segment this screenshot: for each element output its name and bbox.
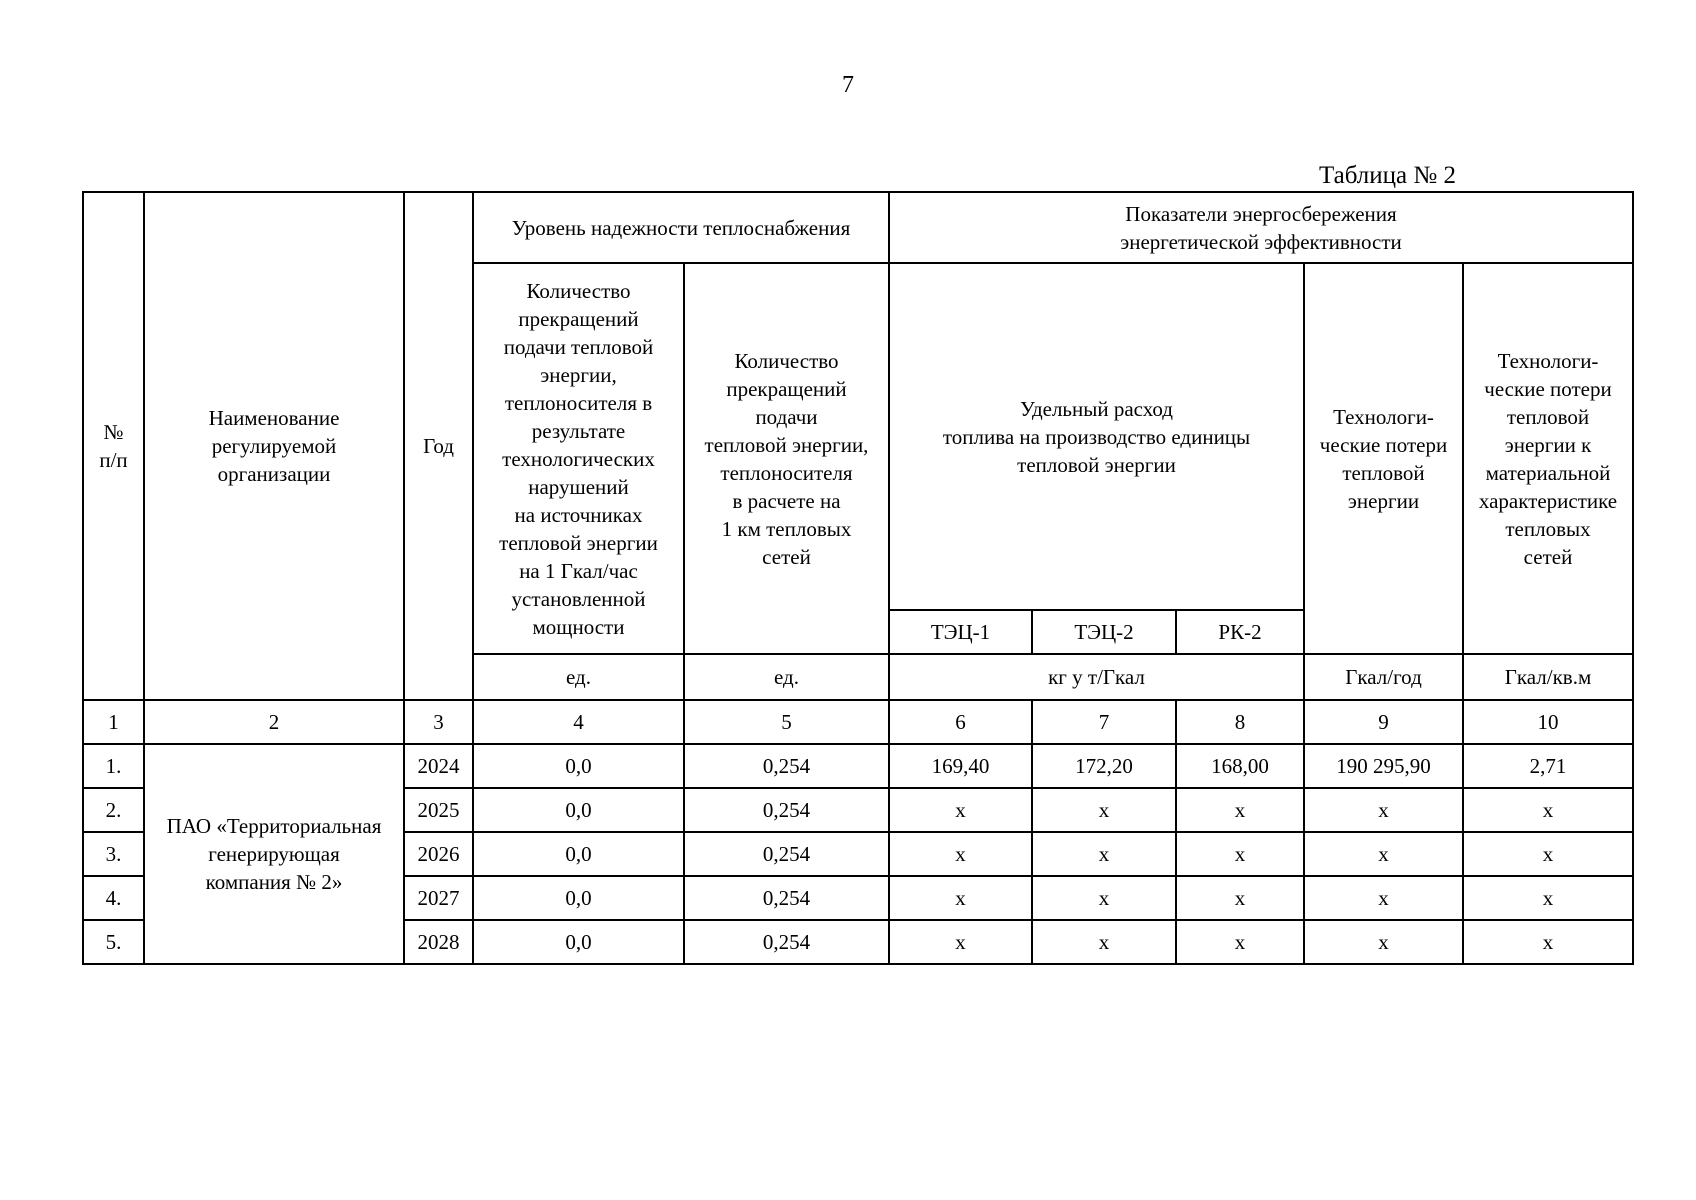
row-c7: x [1032, 788, 1176, 832]
row-c4: 0,0 [473, 832, 684, 876]
header-col8: РК-2 [1176, 610, 1304, 654]
column-number: 8 [1176, 700, 1304, 744]
row-c10: x [1463, 788, 1633, 832]
unit-col10: Гкал/кв.м [1463, 654, 1633, 700]
header-num: № п/п [83, 192, 144, 700]
header-fuel-group: Удельный расход топлива на производство единицы тепловой энергии [889, 263, 1304, 610]
row-c9: x [1304, 876, 1463, 920]
column-number: 2 [144, 700, 404, 744]
column-number: 5 [684, 700, 889, 744]
header-col9: Технологи- ческие потери тепловой энергии [1304, 263, 1463, 654]
row-c4: 0,0 [473, 744, 684, 788]
header-col4: Количество прекращений подачи тепловой энергии, теплоносителя в результате технологических нарушений на источниках тепловой энергии на 1 Гкал/час установленной мощности [473, 263, 684, 654]
header-organization: Наименование регулируемой организации [144, 192, 404, 700]
row-c8: 168,00 [1176, 744, 1304, 788]
row-year: 2024 [404, 744, 473, 788]
unit-fuel: кг у т/Гкал [889, 654, 1304, 700]
row-c6: x [889, 788, 1032, 832]
header-energy-group: Показатели энергосбережения энергетической эффективности [889, 192, 1633, 263]
row-c9: x [1304, 788, 1463, 832]
row-c7: 172,20 [1032, 744, 1176, 788]
row-c6: x [889, 832, 1032, 876]
row-num: 5. [83, 920, 144, 964]
row-num: 4. [83, 876, 144, 920]
row-c6: x [889, 876, 1032, 920]
row-num: 3. [83, 832, 144, 876]
row-c5: 0,254 [684, 876, 889, 920]
row-c10: x [1463, 832, 1633, 876]
row-c7: x [1032, 832, 1176, 876]
row-c5: 0,254 [684, 744, 889, 788]
header-col6: ТЭЦ-1 [889, 610, 1032, 654]
row-c5: 0,254 [684, 920, 889, 964]
row-num: 2. [83, 788, 144, 832]
organization-name: ПАО «Территориальная генерирующая компания № 2» [144, 744, 404, 964]
row-c7: x [1032, 920, 1176, 964]
indicators-table [82, 191, 1634, 965]
column-number: 10 [1463, 700, 1633, 744]
column-number: 9 [1304, 700, 1463, 744]
row-c4: 0,0 [473, 788, 684, 832]
row-c10: x [1463, 920, 1633, 964]
column-number: 4 [473, 700, 684, 744]
unit-col5: ед. [684, 654, 889, 700]
row-c7: x [1032, 876, 1176, 920]
column-number: 3 [404, 700, 473, 744]
row-c9: x [1304, 920, 1463, 964]
row-c9: x [1304, 832, 1463, 876]
row-c5: 0,254 [684, 788, 889, 832]
column-number: 1 [83, 700, 144, 744]
table-caption: Таблица № 2 [1318, 162, 1456, 189]
row-c5: 0,254 [684, 832, 889, 876]
header-col10: Технологи- ческие потери тепловой энергии к материальной характеристике тепловых сетей [1463, 263, 1633, 654]
row-c6: 169,40 [889, 744, 1032, 788]
unit-col4: ед. [473, 654, 684, 700]
row-c10: x [1463, 876, 1633, 920]
row-num: 1. [83, 744, 144, 788]
column-number-row [83, 700, 1633, 744]
row-c9: 190 295,90 [1304, 744, 1463, 788]
header-reliability-group: Уровень надежности теплоснабжения [473, 192, 889, 263]
row-c10: 2,71 [1463, 744, 1633, 788]
row-c4: 0,0 [473, 920, 684, 964]
row-year: 2026 [404, 832, 473, 876]
row-c8: x [1176, 876, 1304, 920]
row-year: 2027 [404, 876, 473, 920]
header-col5: Количество прекращений подачи тепловой энергии, теплоносителя в расчете на 1 км тепловых сетей [684, 263, 889, 654]
page-number: 7 [842, 72, 854, 98]
column-number: 6 [889, 700, 1032, 744]
row-c6: x [889, 920, 1032, 964]
row-year: 2028 [404, 920, 473, 964]
row-c8: x [1176, 920, 1304, 964]
row-c8: x [1176, 788, 1304, 832]
header-year: Год [404, 192, 473, 700]
unit-col9: Гкал/год [1304, 654, 1463, 700]
row-year: 2025 [404, 788, 473, 832]
row-c4: 0,0 [473, 876, 684, 920]
header-col7: ТЭЦ-2 [1032, 610, 1176, 654]
column-number: 7 [1032, 700, 1176, 744]
row-c8: x [1176, 832, 1304, 876]
table-row [83, 744, 1633, 788]
